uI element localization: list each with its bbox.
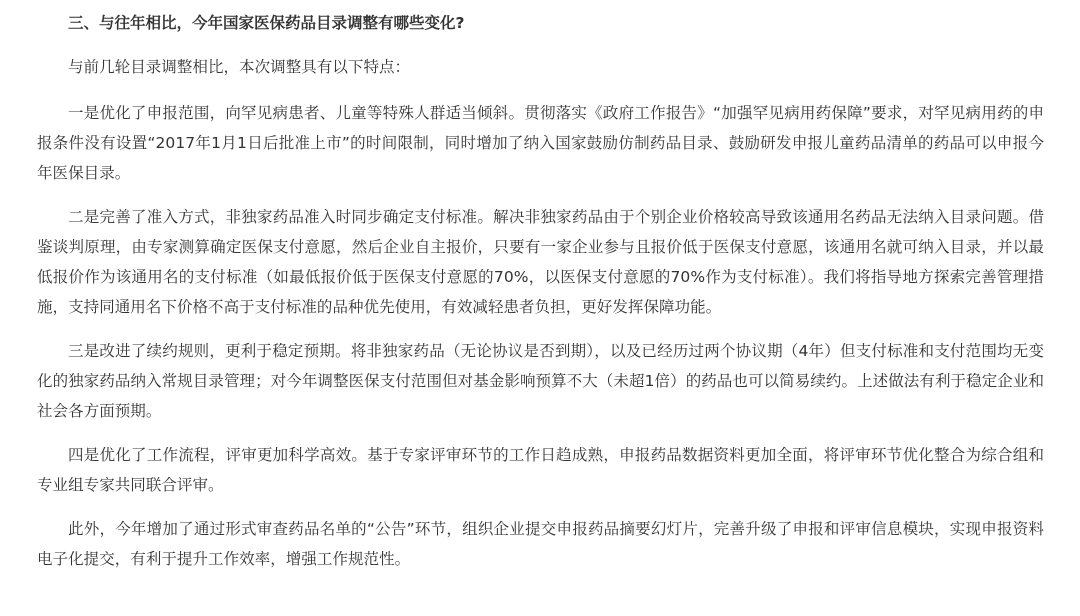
section-heading: 三、与往年相比，今年国家医保药品目录调整有哪些变化? — [68, 14, 465, 32]
paragraph-additional: 此外，今年增加了通过形式审查药品名单的“公告”环节，组织企业提交申报药品摘要幻灯片，完善升级了申报和评审信息模块，实现申报资料电子化提交，有利于提升工作效率，增强工作规范性。 — [37, 520, 1044, 568]
paragraph-fourth-point: 四是优化了工作流程，评审更加科学高效。基于专家评审环节的工作日趋成熟，申报药品数据资料更加全面，将评审环节优化整合为综合组和专业组专家共同联合评审。 — [37, 446, 1044, 494]
paragraph-second-point: 二是完善了准入方式，非独家药品准入时同步确定支付标准。解决非独家药品由于个别企业价格较高导致该通用名药品无法纳入目录问题。借鉴谈判原理，由专家测算确定医保支付意愿，然后企业自主报价，只要有一家企业参与且报价低于医保支付意愿，该通用名就可纳入目录，并以最低报价作为该通用名的支付标准（如最低报价低于医保支付意愿的70%，以医保支付意愿的70%作为支付标准）。我们将指导地方探索完善管理措施，支持同通用名下价格不高于支付标准的品种优先使用，有效减轻患者负担，更好发挥保障功能。 — [37, 208, 1044, 316]
paragraph-third-point: 三是改进了续约规则，更利于稳定预期。将非独家药品（无论协议是否到期），以及已经历过两个协议期（4年）但支付标准和支付范围均无变化的独家药品纳入常规目录管理；对今年调整医保支付范围但对基金影响预算不大（未超1倍）的药品也可以简易续约。上述做法有利于稳定企业和社会各方面预期。 — [37, 342, 1044, 420]
paragraph-first-point: 一是优化了申报范围，向罕见病患者、儿童等特殊人群适当倾斜。贯彻落实《政府工作报告》“加强罕见病用药保障”要求，对罕见病用药的申报条件没有设置“2017年1月1日后批准上市”的时间限制，同时增加了纳入国家鼓励仿制药品目录、鼓励研发申报儿童药品清单的药品可以申报今年医保目录。 — [37, 104, 1044, 182]
intro-paragraph: 与前几轮目录调整相比，本次调整具有以下特点： — [68, 58, 411, 76]
